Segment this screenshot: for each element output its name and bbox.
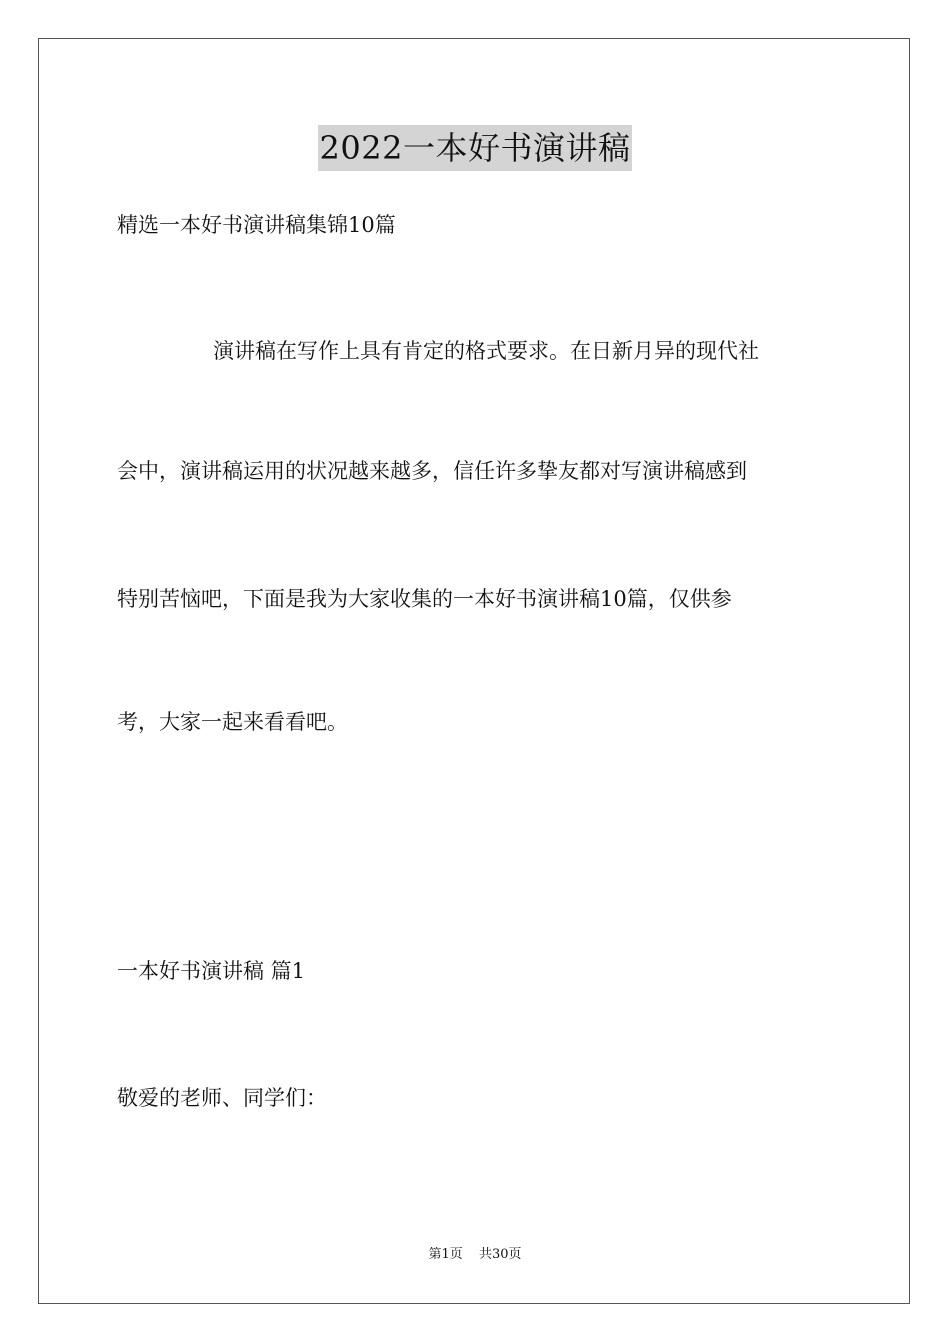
page-footer	[0, 1246, 950, 1264]
document-title: 2022一本好书演讲稿	[318, 125, 633, 171]
document-subtitle: 精选一本好书演讲稿集锦10篇	[117, 213, 396, 237]
page-number: 第1页	[428, 1247, 463, 1262]
intro-line-3: 特别苦恼吧，下面是我为大家收集的一本好书演讲稿10篇，仅供参	[117, 587, 732, 611]
section-heading: 一本好书演讲稿 篇1	[117, 959, 306, 983]
title-container	[0, 125, 950, 171]
intro-line-2: 会中，演讲稿运用的状况越来越多，信任许多挚友都对写演讲稿感到	[117, 459, 747, 483]
salutation: 敬爱的老师、同学们：	[117, 1086, 327, 1110]
intro-line-4: 考，大家一起来看看吧。	[117, 710, 348, 734]
page-total: 共30页	[478, 1247, 522, 1262]
intro-line-1: 演讲稿在写作上具有肯定的格式要求。在日新月异的现代社	[213, 339, 759, 363]
